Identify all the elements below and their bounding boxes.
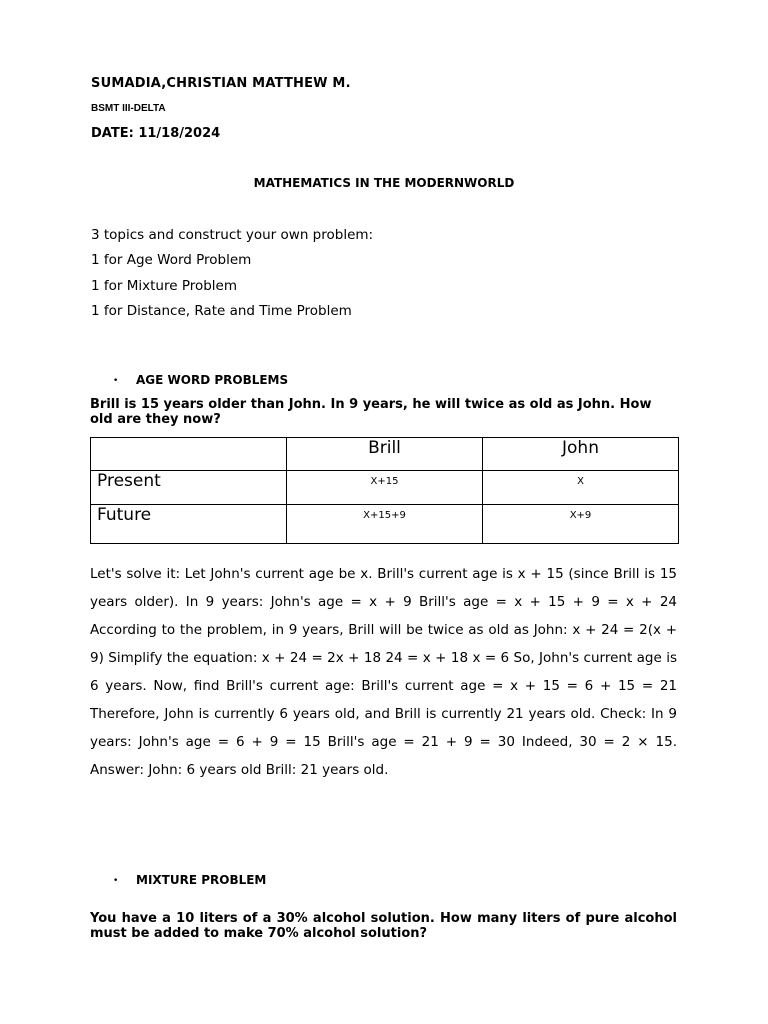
age-table xyxy=(90,437,679,544)
table-cell: X+15+9 xyxy=(287,505,483,544)
table-row xyxy=(91,471,679,505)
intro-block xyxy=(91,223,373,324)
intro-line: 1 for Age Word Problem xyxy=(91,252,252,269)
intro-line: 1 for Distance, Rate and Time Problem xyxy=(91,302,352,319)
table-cell: X xyxy=(483,471,679,505)
table-row xyxy=(91,505,679,544)
student-name: SUMADIA,CHRISTIAN MATTHEW M. xyxy=(91,76,351,91)
age-section-heading: AGE WORD PROBLEMS xyxy=(136,373,289,387)
row-label: Present xyxy=(91,471,287,505)
document-title: MATHEMATICS IN THE MODERNWORLD xyxy=(253,176,515,190)
table-header-cell: John xyxy=(483,438,679,471)
mixture-problem-statement: You have a 10 liters of a 30% alcohol solution. How many liters of pure alcohol must be added to make 70% alcohol solution? xyxy=(90,911,677,941)
age-problem-statement: Brill is 15 years older than John. In 9 years, he will twice as old as John. How old are they now? xyxy=(90,397,652,427)
document-date: DATE: 11/18/2024 xyxy=(91,126,221,141)
row-label: Future xyxy=(91,505,287,544)
intro-line: 1 for Mixture Problem xyxy=(91,277,238,294)
table-header-cell: Brill xyxy=(287,438,483,471)
age-solution-text: Let's solve it: Let John's current age be x. Brill's current age is x + 15 (since Brill is 15 years older). In 9 years: John's age = x + 9 Brill's age = x + 15 + 9 = x + 24 According to the problem, in 9 years, Brill will be twice as old as John: x + 24 = 2(x + 9) Simplify the equation: x + 24 = 2x + 18 24 = x + 18 x = 6 So, John's current age is 6 years. Now, find Brill's current age: Brill's current age = x + 15 = 6 + 15 = 21 Therefore, John is currently 6 years old, and Brill is currently 21 years old. Check: In 9 years: John's age = 6 + 9 = 15 Brill's age = 21 + 9 = 30 Indeed, 30 = 2 × 15. Answer: John: 6 years old Brill: 21 years old. xyxy=(90,566,677,778)
table-header-row xyxy=(91,438,679,471)
intro-line: 3 topics and construct your own problem: xyxy=(91,227,374,243)
table-header-cell xyxy=(91,438,287,471)
course-section: BSMT III-DELTA xyxy=(91,103,166,114)
table-cell: X+9 xyxy=(483,505,679,544)
bullet-icon: • xyxy=(113,876,119,886)
table-cell: X+15 xyxy=(287,471,483,505)
bullet-icon: • xyxy=(113,376,119,386)
mixture-section-heading: MIXTURE PROBLEM xyxy=(136,873,267,887)
